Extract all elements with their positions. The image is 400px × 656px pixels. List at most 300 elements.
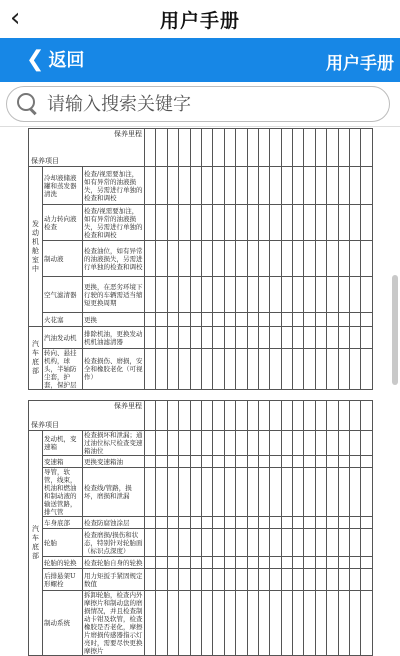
interval-cell — [304, 468, 315, 517]
interval-cell — [350, 349, 361, 390]
interval-cell — [145, 327, 156, 349]
interval-cell — [236, 431, 247, 456]
interval-cell — [145, 277, 156, 313]
header-interval-cell — [281, 401, 292, 431]
header-interval-cell — [361, 401, 372, 431]
interval-cell — [236, 569, 247, 591]
interval-cell — [179, 277, 190, 313]
interval-cell — [281, 241, 292, 277]
interval-cell — [156, 591, 167, 656]
interval-cell — [281, 431, 292, 456]
header-interval-cell — [315, 129, 326, 167]
interval-cell — [270, 591, 281, 656]
header-interval-cell — [315, 401, 326, 431]
interval-cell — [167, 205, 178, 241]
interval-cell — [190, 456, 201, 468]
interval-cell — [361, 313, 372, 327]
manual-page-2 — [28, 400, 372, 655]
interval-cell — [361, 468, 372, 517]
description-cell: 检查线/管路，损坏，磨损和泄漏 — [83, 468, 145, 517]
header-interval-cell — [293, 401, 304, 431]
interval-cell — [315, 313, 326, 327]
interval-cell — [327, 241, 338, 277]
interval-cell — [224, 557, 235, 569]
interval-cell — [179, 569, 190, 591]
interval-cell — [258, 313, 269, 327]
header-interval-cell — [156, 401, 167, 431]
item-cell: 变速箱 — [43, 456, 83, 468]
interval-cell — [224, 349, 235, 390]
interval-cell — [338, 313, 349, 327]
interval-cell — [247, 241, 258, 277]
interval-cell — [167, 517, 178, 529]
interval-cell — [213, 313, 224, 327]
interval-cell — [281, 557, 292, 569]
interval-cell — [350, 327, 361, 349]
interval-cell — [361, 569, 372, 591]
interval-cell — [258, 327, 269, 349]
interval-cell — [156, 431, 167, 456]
header-interval-cell — [213, 129, 224, 167]
interval-cell — [338, 517, 349, 529]
interval-cell — [201, 313, 212, 327]
interval-cell — [190, 591, 201, 656]
interval-cell — [350, 205, 361, 241]
interval-cell — [304, 205, 315, 241]
interval-cell — [167, 468, 178, 517]
interval-cell — [190, 167, 201, 205]
header-interval-cell — [179, 401, 190, 431]
interval-cell — [361, 517, 372, 529]
table-row — [29, 591, 373, 656]
header-interval-cell — [327, 401, 338, 431]
interval-cell — [179, 327, 190, 349]
table-row — [29, 557, 373, 569]
interval-cell — [327, 205, 338, 241]
interval-cell — [179, 591, 190, 656]
interval-cell — [190, 277, 201, 313]
interval-cell — [247, 431, 258, 456]
interval-cell — [315, 327, 326, 349]
interval-cell — [270, 241, 281, 277]
interval-cell — [247, 277, 258, 313]
interval-cell — [213, 468, 224, 517]
interval-cell — [258, 241, 269, 277]
interval-cell — [270, 517, 281, 529]
category-cell: 发动机舱室中 — [29, 167, 43, 327]
header-interval-cell — [167, 401, 178, 431]
interval-cell — [201, 517, 212, 529]
header-interval-cell — [145, 401, 156, 431]
interval-cell — [201, 349, 212, 390]
interval-cell — [350, 313, 361, 327]
interval-cell — [327, 557, 338, 569]
interval-cell — [304, 529, 315, 557]
interval-cell — [247, 205, 258, 241]
interval-cell — [145, 557, 156, 569]
header-interval-cell — [293, 129, 304, 167]
interval-cell — [247, 569, 258, 591]
interval-cell — [224, 313, 235, 327]
interval-cell — [270, 327, 281, 349]
interval-cell — [156, 313, 167, 327]
interval-cell — [293, 468, 304, 517]
interval-cell — [167, 529, 178, 557]
item-cell: 制动液 — [43, 241, 83, 277]
interval-cell — [258, 517, 269, 529]
interval-cell — [201, 431, 212, 456]
interval-cell — [213, 569, 224, 591]
interval-cell — [327, 431, 338, 456]
interval-cell — [338, 205, 349, 241]
interval-cell — [190, 205, 201, 241]
interval-cell — [145, 313, 156, 327]
interval-cell — [236, 517, 247, 529]
nav-title: 用户手册 — [326, 54, 394, 74]
interval-cell — [327, 456, 338, 468]
interval-cell — [201, 205, 212, 241]
interval-cell — [270, 277, 281, 313]
interval-cell — [350, 167, 361, 205]
item-cell: 轮胎 — [43, 529, 83, 557]
interval-cell — [315, 205, 326, 241]
interval-cell — [213, 431, 224, 456]
interval-cell — [201, 167, 212, 205]
interval-cell — [236, 557, 247, 569]
interval-cell — [236, 468, 247, 517]
interval-cell — [201, 277, 212, 313]
interval-cell — [361, 349, 372, 390]
interval-cell — [281, 205, 292, 241]
table-row — [29, 468, 373, 517]
interval-cell — [167, 241, 178, 277]
interval-cell — [145, 167, 156, 205]
interval-cell — [156, 167, 167, 205]
interval-cell — [213, 456, 224, 468]
interval-cell — [236, 241, 247, 277]
page-title: 用户手册 — [159, 9, 240, 32]
interval-cell — [167, 431, 178, 456]
interval-cell — [224, 456, 235, 468]
interval-cell — [327, 591, 338, 656]
interval-cell — [247, 557, 258, 569]
interval-cell — [247, 456, 258, 468]
interval-cell — [201, 591, 212, 656]
interval-cell — [293, 456, 304, 468]
interval-cell — [247, 167, 258, 205]
chevron-left-icon: ❮ — [26, 46, 45, 72]
interval-cell — [361, 277, 372, 313]
interval-cell — [145, 456, 156, 468]
header-interval-cell — [145, 129, 156, 167]
interval-cell — [213, 529, 224, 557]
interval-cell — [281, 327, 292, 349]
interval-cell — [281, 456, 292, 468]
table-row — [29, 167, 373, 205]
interval-cell — [190, 349, 201, 390]
item-cell: 制动系统 — [43, 591, 83, 656]
interval-cell — [167, 569, 178, 591]
search-input[interactable] — [47, 94, 367, 115]
table-row — [29, 241, 373, 277]
interval-cell — [338, 557, 349, 569]
header-interval-cell — [247, 401, 258, 431]
interval-cell — [315, 569, 326, 591]
interval-cell — [179, 205, 190, 241]
header-interval-cell — [350, 401, 361, 431]
interval-cell — [270, 349, 281, 390]
description-cell: 检查油位，如有异常的油液损失，另需进行单独的检查和调校 — [83, 241, 145, 277]
search-bar[interactable] — [6, 86, 390, 122]
interval-cell — [327, 349, 338, 390]
interval-cell — [281, 468, 292, 517]
back-button[interactable] — [26, 46, 84, 72]
description-cell: 检查损伤、磨损，安全和橡胶老化（可视作） — [83, 349, 145, 390]
category-cell: 汽车底部 — [29, 431, 43, 656]
interval-cell — [304, 456, 315, 468]
interval-cell — [236, 313, 247, 327]
description-cell: 排除机油，更换发动机机油滤清器 — [83, 327, 145, 349]
table-row — [29, 327, 373, 349]
interval-cell — [258, 167, 269, 205]
interval-cell — [224, 569, 235, 591]
description-cell: 检查轮胎自身的轮换 — [84, 558, 143, 567]
interval-cell — [224, 277, 235, 313]
interval-cell — [236, 456, 247, 468]
interval-cell — [201, 456, 212, 468]
interval-cell — [190, 241, 201, 277]
interval-cell — [293, 241, 304, 277]
interval-cell — [145, 468, 156, 517]
item-cell: 发动机，变速箱 — [43, 431, 83, 456]
interval-cell — [304, 167, 315, 205]
header-interval-cell — [338, 401, 349, 431]
interval-cell — [281, 591, 292, 656]
interval-cell — [315, 349, 326, 390]
interval-cell — [304, 327, 315, 349]
interval-cell — [338, 569, 349, 591]
maintenance-table-1 — [28, 128, 373, 390]
item-cell: 导管，软管，线束，机油和燃油和制动液的输送管路，排气管 — [43, 468, 83, 517]
interval-cell — [247, 313, 258, 327]
interval-cell — [224, 517, 235, 529]
table-row — [29, 569, 373, 591]
interval-cell — [224, 167, 235, 205]
interval-cell — [167, 349, 178, 390]
interval-cell — [304, 349, 315, 390]
description-cell: 更换 — [83, 313, 145, 327]
interval-cell — [304, 569, 315, 591]
interval-cell — [247, 517, 258, 529]
header-interval-cell — [270, 401, 281, 431]
interval-cell — [350, 591, 361, 656]
interval-cell — [361, 205, 372, 241]
table-row — [29, 313, 373, 327]
interval-cell — [190, 569, 201, 591]
maintenance-table-2 — [28, 400, 373, 656]
interval-cell — [145, 517, 156, 529]
table-row — [29, 205, 373, 241]
interval-cell — [179, 557, 190, 569]
interval-cell — [338, 241, 349, 277]
interval-cell — [304, 241, 315, 277]
interval-cell — [190, 431, 201, 456]
interval-cell — [338, 591, 349, 656]
interval-cell — [179, 517, 190, 529]
interval-cell — [315, 468, 326, 517]
description-cell: 检查防腐蚀涂层 — [83, 517, 145, 529]
interval-cell — [213, 167, 224, 205]
interval-cell — [258, 529, 269, 557]
interval-cell — [224, 591, 235, 656]
header-interval-cell — [361, 129, 372, 167]
interval-cell — [315, 167, 326, 205]
interval-cell — [236, 529, 247, 557]
item-cell: 动力转向液检查 — [43, 205, 83, 241]
table-row — [29, 517, 373, 529]
interval-cell — [304, 431, 315, 456]
header-interval-cell — [179, 129, 190, 167]
interval-cell — [327, 277, 338, 313]
interval-cell — [224, 529, 235, 557]
interval-cell — [247, 327, 258, 349]
interval-cell — [179, 468, 190, 517]
interval-cell — [145, 431, 156, 456]
interval-cell — [156, 277, 167, 313]
interval-cell — [258, 277, 269, 313]
interval-cell — [293, 431, 304, 456]
interval-cell — [179, 529, 190, 557]
interval-cell — [281, 517, 292, 529]
interval-cell — [338, 529, 349, 557]
interval-cell — [350, 557, 361, 569]
interval-cell — [224, 468, 235, 517]
header-mileage-label: 保养里程 — [114, 402, 142, 410]
header-interval-cell — [327, 129, 338, 167]
header-interval-cell — [258, 401, 269, 431]
interval-cell — [179, 456, 190, 468]
interval-cell — [350, 241, 361, 277]
table-row — [29, 349, 373, 390]
interval-cell — [327, 569, 338, 591]
interval-cell — [350, 431, 361, 456]
interval-cell — [270, 431, 281, 456]
header-interval-cell — [213, 401, 224, 431]
interval-cell — [190, 313, 201, 327]
interval-cell — [145, 591, 156, 656]
interval-cell — [201, 327, 212, 349]
interval-cell — [361, 557, 372, 569]
interval-cell — [361, 327, 372, 349]
item-cell: 冷却液储液罐和蒸发器清洗 — [43, 167, 83, 205]
category-cell: 汽车底部 — [29, 327, 43, 390]
interval-cell — [315, 529, 326, 557]
header-item-label: 保养项目 — [31, 421, 59, 429]
interval-cell — [179, 431, 190, 456]
back-label: 返回 — [48, 50, 85, 71]
nav-bar — [0, 38, 400, 82]
interval-cell — [156, 349, 167, 390]
interval-cell — [350, 517, 361, 529]
header-interval-cell — [258, 129, 269, 167]
header-interval-cell — [224, 401, 235, 431]
interval-cell — [304, 591, 315, 656]
item-cell: 转向、悬挂机构，球头，半轴防尘套，护套，保护层 — [43, 349, 83, 390]
table-row — [29, 431, 373, 456]
interval-cell — [270, 205, 281, 241]
interval-cell — [190, 327, 201, 349]
table-row — [29, 456, 373, 468]
item-cell: 后排悬架U形螺栓 — [43, 569, 83, 591]
back-chevron-icon[interactable]: ‹ — [10, 3, 21, 33]
interval-cell — [167, 277, 178, 313]
interval-cell — [201, 569, 212, 591]
interval-cell — [304, 277, 315, 313]
interval-cell — [258, 431, 269, 456]
interval-cell — [338, 456, 349, 468]
interval-cell — [293, 529, 304, 557]
header-interval-cell — [350, 129, 361, 167]
interval-cell — [293, 277, 304, 313]
interval-cell — [201, 468, 212, 517]
interval-cell — [201, 241, 212, 277]
interval-cell — [281, 277, 292, 313]
header-interval-cell — [281, 129, 292, 167]
item-cell: 空气滤清器 — [43, 277, 83, 313]
interval-cell — [293, 167, 304, 205]
interval-cell — [213, 557, 224, 569]
interval-cell — [179, 313, 190, 327]
item-cell: 汽油发动机 — [43, 327, 83, 349]
interval-cell — [361, 167, 372, 205]
interval-cell — [293, 327, 304, 349]
interval-cell — [145, 569, 156, 591]
interval-cell — [156, 517, 167, 529]
interval-cell — [293, 205, 304, 241]
interval-cell — [258, 456, 269, 468]
scrollbar[interactable] — [392, 275, 398, 385]
interval-cell — [293, 349, 304, 390]
interval-cell — [293, 517, 304, 529]
interval-cell — [236, 591, 247, 656]
interval-cell — [361, 529, 372, 557]
interval-cell — [190, 517, 201, 529]
header-interval-cell — [156, 129, 167, 167]
search-icon — [15, 91, 41, 117]
interval-cell — [224, 327, 235, 349]
interval-cell — [258, 468, 269, 517]
interval-cell — [281, 349, 292, 390]
interval-cell — [201, 529, 212, 557]
interval-cell — [338, 431, 349, 456]
header-interval-cell — [338, 129, 349, 167]
interval-cell — [145, 241, 156, 277]
interval-cell — [167, 557, 178, 569]
interval-cell — [156, 468, 167, 517]
header-interval-cell — [304, 401, 315, 431]
manual-page-1 — [28, 128, 372, 389]
description-cell: 更换，在恶劣环境下行驶的车辆需适当缩短更换周期 — [83, 277, 145, 313]
interval-cell — [258, 569, 269, 591]
interval-cell — [167, 167, 178, 205]
interval-cell — [281, 529, 292, 557]
interval-cell — [213, 349, 224, 390]
interval-cell — [270, 557, 281, 569]
divider — [0, 126, 400, 127]
header-interval-cell — [236, 401, 247, 431]
interval-cell — [247, 529, 258, 557]
header-interval-cell — [270, 129, 281, 167]
